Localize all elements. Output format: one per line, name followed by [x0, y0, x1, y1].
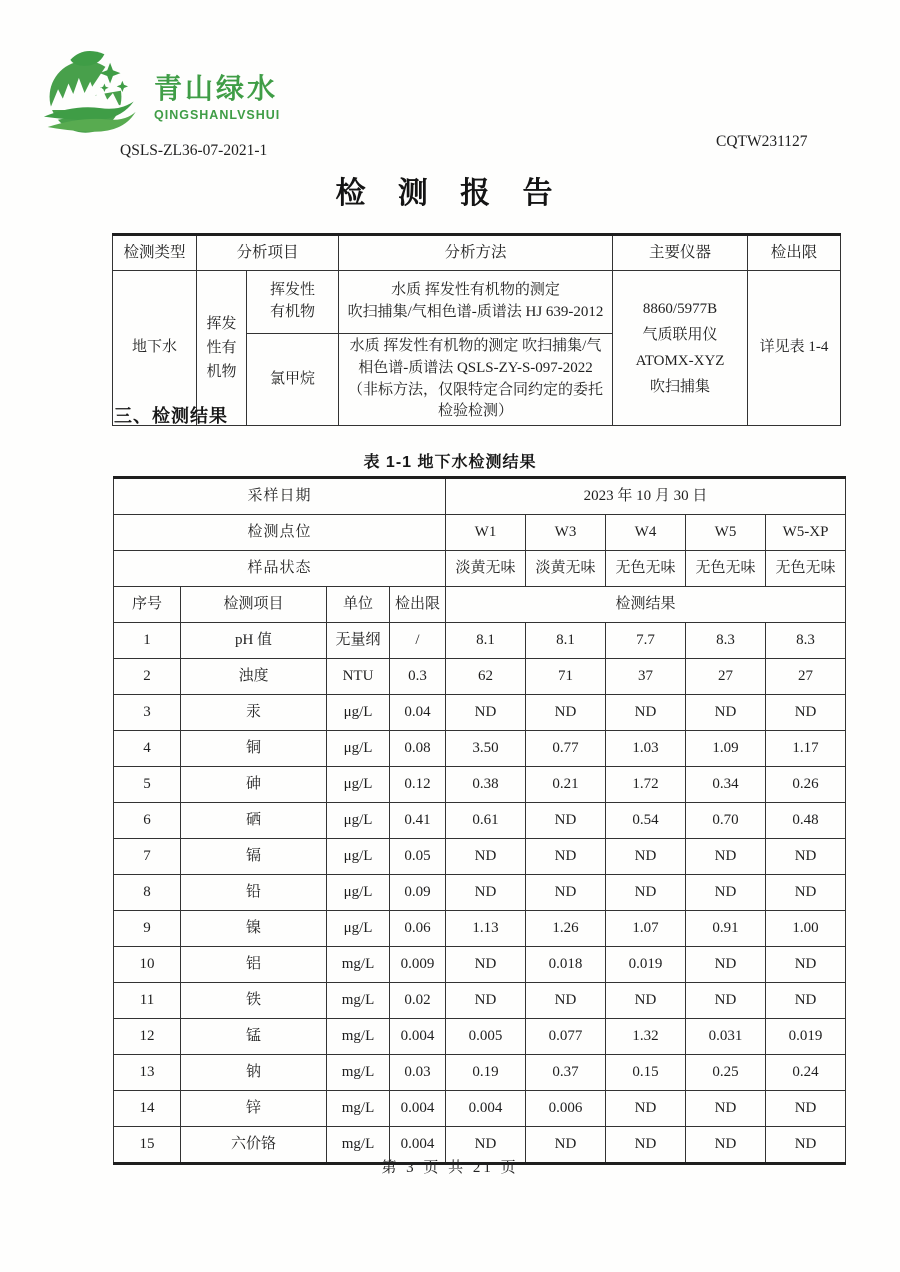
value-cell: 0.26 [766, 767, 846, 803]
header-unit: 单位 [327, 587, 390, 623]
value-cell: ND [686, 1127, 766, 1164]
company-name-cn: 青山绿水 [154, 73, 279, 104]
company-logo [42, 48, 280, 138]
item-cell: 镉 [181, 839, 327, 875]
method-row-voc [113, 271, 841, 334]
value-cell: ND [446, 839, 526, 875]
value-cell: ND [526, 839, 606, 875]
state-cell: 淡黄无味 [526, 551, 606, 587]
row-no-cell: 13 [114, 1055, 181, 1091]
unit-cell: 无量纲 [327, 623, 390, 659]
limit-cell: 0.05 [390, 839, 446, 875]
instrument-line: 吹扫捕集 [650, 379, 711, 396]
value-cell: ND [446, 875, 526, 911]
page-number: 第 3 页 共 21 页 [381, 1160, 519, 1176]
limit-cell: 0.02 [390, 983, 446, 1019]
table-row [114, 623, 846, 659]
header-analysis-method: 分析方法 [339, 235, 613, 271]
method-cell: 水质 挥发性有机物的测定 吹扫捕集/气相色谱-质谱法 QSLS-ZY-S-097-2022（非标方法，仅限特定合同约定的委托检验检测） [339, 334, 613, 426]
sampling-date-label: 采样日期 [114, 478, 446, 515]
value-cell: ND [686, 947, 766, 983]
limit-cell: 0.04 [390, 695, 446, 731]
item-cell: 镍 [181, 911, 327, 947]
unit-cell: μg/L [327, 695, 390, 731]
table-row [114, 731, 846, 767]
unit-cell: mg/L [327, 1019, 390, 1055]
value-cell: 0.019 [766, 1019, 846, 1055]
value-cell: ND [606, 1091, 686, 1127]
value-cell: 27 [686, 659, 766, 695]
value-cell: 0.077 [526, 1019, 606, 1055]
value-cell: 0.25 [686, 1055, 766, 1091]
value-cell: ND [526, 1127, 606, 1164]
value-cell: ND [606, 983, 686, 1019]
value-cell: ND [766, 839, 846, 875]
value-cell: 0.34 [686, 767, 766, 803]
value-cell: 0.70 [686, 803, 766, 839]
header-instrument: 主要仪器 [613, 235, 748, 271]
table-row [114, 659, 846, 695]
sampling-date-row [114, 478, 846, 515]
unit-cell: mg/L [327, 1055, 390, 1091]
row-no-cell: 9 [114, 911, 181, 947]
state-cell: 无色无味 [606, 551, 686, 587]
value-cell: ND [686, 983, 766, 1019]
state-cell: 无色无味 [686, 551, 766, 587]
unit-cell: mg/L [327, 1127, 390, 1164]
item-cell: 锰 [181, 1019, 327, 1055]
value-cell: ND [766, 947, 846, 983]
value-cell: ND [446, 1127, 526, 1164]
value-cell: 1.07 [606, 911, 686, 947]
monitoring-point-row [114, 515, 846, 551]
value-cell: ND [766, 983, 846, 1019]
unit-cell: μg/L [327, 767, 390, 803]
value-cell: 1.32 [606, 1019, 686, 1055]
row-no-cell: 8 [114, 875, 181, 911]
limit-cell: / [390, 623, 446, 659]
logo-text [154, 74, 280, 122]
value-cell: 0.15 [606, 1055, 686, 1091]
item-cell: pH 值 [181, 623, 327, 659]
item-cell: 汞 [181, 695, 327, 731]
header-sample-type: 检测类型 [113, 235, 197, 271]
value-cell: 0.24 [766, 1055, 846, 1091]
row-no-cell: 3 [114, 695, 181, 731]
row-no-cell: 14 [114, 1091, 181, 1127]
row-no-cell: 1 [114, 623, 181, 659]
row-no-cell: 5 [114, 767, 181, 803]
item-cell: 浊度 [181, 659, 327, 695]
point-cell: W4 [606, 515, 686, 551]
value-cell: 1.00 [766, 911, 846, 947]
row-no-cell: 15 [114, 1127, 181, 1164]
value-cell: 37 [606, 659, 686, 695]
value-cell: 0.54 [606, 803, 686, 839]
value-cell: ND [686, 1091, 766, 1127]
value-cell: ND [446, 947, 526, 983]
state-cell: 淡黄无味 [446, 551, 526, 587]
point-cell: W5-XP [766, 515, 846, 551]
value-cell: 0.006 [526, 1091, 606, 1127]
point-cell: W5 [686, 515, 766, 551]
value-cell: ND [606, 839, 686, 875]
unit-cell: μg/L [327, 911, 390, 947]
value-cell: 8.3 [686, 623, 766, 659]
item-cell: 砷 [181, 767, 327, 803]
value-cell: 71 [526, 659, 606, 695]
row-no-cell: 11 [114, 983, 181, 1019]
point-label: 检测点位 [114, 515, 446, 551]
value-cell: 8.1 [526, 623, 606, 659]
value-cell: 0.61 [446, 803, 526, 839]
value-cell: ND [766, 1127, 846, 1164]
item-cell: 铜 [181, 731, 327, 767]
unit-cell: mg/L [327, 947, 390, 983]
value-cell: ND [766, 1091, 846, 1127]
row-no-cell: 10 [114, 947, 181, 983]
unit-cell: mg/L [327, 1091, 390, 1127]
table-row [114, 911, 846, 947]
header-no: 序号 [114, 587, 181, 623]
item-cell: 钠 [181, 1055, 327, 1091]
limit-cell: 0.09 [390, 875, 446, 911]
unit-cell: μg/L [327, 839, 390, 875]
table-row [114, 839, 846, 875]
table-row [114, 1091, 846, 1127]
header-results: 检测结果 [446, 587, 846, 623]
state-label: 样品状态 [114, 551, 446, 587]
value-cell: 27 [766, 659, 846, 695]
value-cell: ND [526, 983, 606, 1019]
value-cell: 1.09 [686, 731, 766, 767]
value-cell: ND [686, 839, 766, 875]
unit-cell: mg/L [327, 983, 390, 1019]
table-row [114, 875, 846, 911]
value-cell: ND [686, 695, 766, 731]
limit-cell: 0.41 [390, 803, 446, 839]
item-cell: 铁 [181, 983, 327, 1019]
item-cell: 硒 [181, 803, 327, 839]
row-no-cell: 6 [114, 803, 181, 839]
header-limit: 检出限 [390, 587, 446, 623]
value-cell: ND [606, 875, 686, 911]
green-mountain-logo-icon [42, 48, 146, 138]
detection-limit-cell: 详见表 1-4 [748, 271, 841, 426]
unit-cell: μg/L [327, 731, 390, 767]
value-cell: ND [606, 695, 686, 731]
value-cell: 0.77 [526, 731, 606, 767]
table-row [114, 947, 846, 983]
header-item: 检测项目 [181, 587, 327, 623]
item-cell: 铅 [181, 875, 327, 911]
item-cell: 铝 [181, 947, 327, 983]
doc-code-right: CQTW231127 [716, 133, 808, 150]
table-row [114, 1019, 846, 1055]
company-name-en: QINGSHANLVSHUI [154, 107, 281, 122]
row-no-cell: 12 [114, 1019, 181, 1055]
doc-code-left: QSLS-ZL36-07-2021-1 [120, 142, 268, 159]
instrument-line: ATOMX-XYZ [635, 353, 725, 369]
limit-cell: 0.004 [390, 1091, 446, 1127]
row-no-cell: 2 [114, 659, 181, 695]
table-row [114, 695, 846, 731]
limit-cell: 0.009 [390, 947, 446, 983]
report-title: 检 测 报 告 [335, 177, 565, 210]
instrument-cell [613, 271, 748, 426]
value-cell: 7.7 [606, 623, 686, 659]
limit-cell: 0.12 [390, 767, 446, 803]
limit-cell: 0.004 [390, 1127, 446, 1164]
value-cell: 0.91 [686, 911, 766, 947]
value-cell: ND [526, 803, 606, 839]
value-cell: 1.13 [446, 911, 526, 947]
value-cell: 3.50 [446, 731, 526, 767]
value-cell: ND [446, 983, 526, 1019]
value-cell: 1.03 [606, 731, 686, 767]
value-cell: 1.72 [606, 767, 686, 803]
section-heading: 三、检测结果 [114, 406, 228, 426]
method-line: 吹扫捕集/气相色谱-质谱法 HJ 639-2012 [347, 304, 604, 320]
item-cell: 氯甲烷 [247, 334, 339, 426]
value-cell: 0.031 [686, 1019, 766, 1055]
value-cell: 0.005 [446, 1019, 526, 1055]
value-cell: 62 [446, 659, 526, 695]
unit-cell: NTU [327, 659, 390, 695]
item-cell: 锌 [181, 1091, 327, 1127]
header-analysis-item: 分析项目 [197, 235, 339, 271]
limit-cell: 0.08 [390, 731, 446, 767]
method-table-header-row [113, 235, 841, 271]
value-cell: ND [606, 1127, 686, 1164]
value-cell: ND [766, 875, 846, 911]
row-no-cell: 7 [114, 839, 181, 875]
point-cell: W3 [526, 515, 606, 551]
value-cell: 8.1 [446, 623, 526, 659]
table-row [114, 767, 846, 803]
value-cell: 0.38 [446, 767, 526, 803]
table-row [114, 803, 846, 839]
value-cell: 0.004 [446, 1091, 526, 1127]
value-cell: 0.19 [446, 1055, 526, 1091]
method-table [112, 233, 841, 426]
result-table [113, 476, 846, 1165]
state-cell: 无色无味 [766, 551, 846, 587]
sample-type-cell: 地下水 [113, 271, 197, 426]
value-cell: 0.21 [526, 767, 606, 803]
limit-cell: 0.03 [390, 1055, 446, 1091]
limit-cell: 0.004 [390, 1019, 446, 1055]
value-cell: ND [526, 875, 606, 911]
sample-state-row [114, 551, 846, 587]
result-header-row [114, 587, 846, 623]
value-cell: 0.019 [606, 947, 686, 983]
limit-cell: 0.3 [390, 659, 446, 695]
result-table-title: 表 1-1 地下水检测结果 [363, 454, 537, 471]
instrument-line: 8860/5977B [642, 300, 718, 317]
instrument-line: 气质联用仪 [642, 326, 718, 343]
value-cell: 0.018 [526, 947, 606, 983]
point-cell: W1 [446, 515, 526, 551]
table-row [114, 983, 846, 1019]
value-cell: ND [446, 695, 526, 731]
value-cell: 8.3 [766, 623, 846, 659]
unit-cell: μg/L [327, 875, 390, 911]
item-cell: 六价铬 [181, 1127, 327, 1164]
row-no-cell: 4 [114, 731, 181, 767]
value-cell: 0.48 [766, 803, 846, 839]
category-cell: 挥发性有机物 [197, 271, 247, 426]
unit-cell: μg/L [327, 803, 390, 839]
value-cell: 0.37 [526, 1055, 606, 1091]
value-cell: ND [766, 695, 846, 731]
value-cell: ND [526, 695, 606, 731]
value-cell: ND [686, 875, 766, 911]
method-line: 水质 挥发性有机物的测定 [391, 282, 560, 299]
sampling-date-value: 2023 年 10 月 30 日 [446, 478, 846, 515]
value-cell: 1.17 [766, 731, 846, 767]
table-row [114, 1055, 846, 1091]
item-cell: 挥发性有机物 [247, 271, 339, 334]
method-cell [339, 271, 613, 334]
limit-cell: 0.06 [390, 911, 446, 947]
header-detection-limit: 检出限 [748, 235, 841, 271]
value-cell: 1.26 [526, 911, 606, 947]
